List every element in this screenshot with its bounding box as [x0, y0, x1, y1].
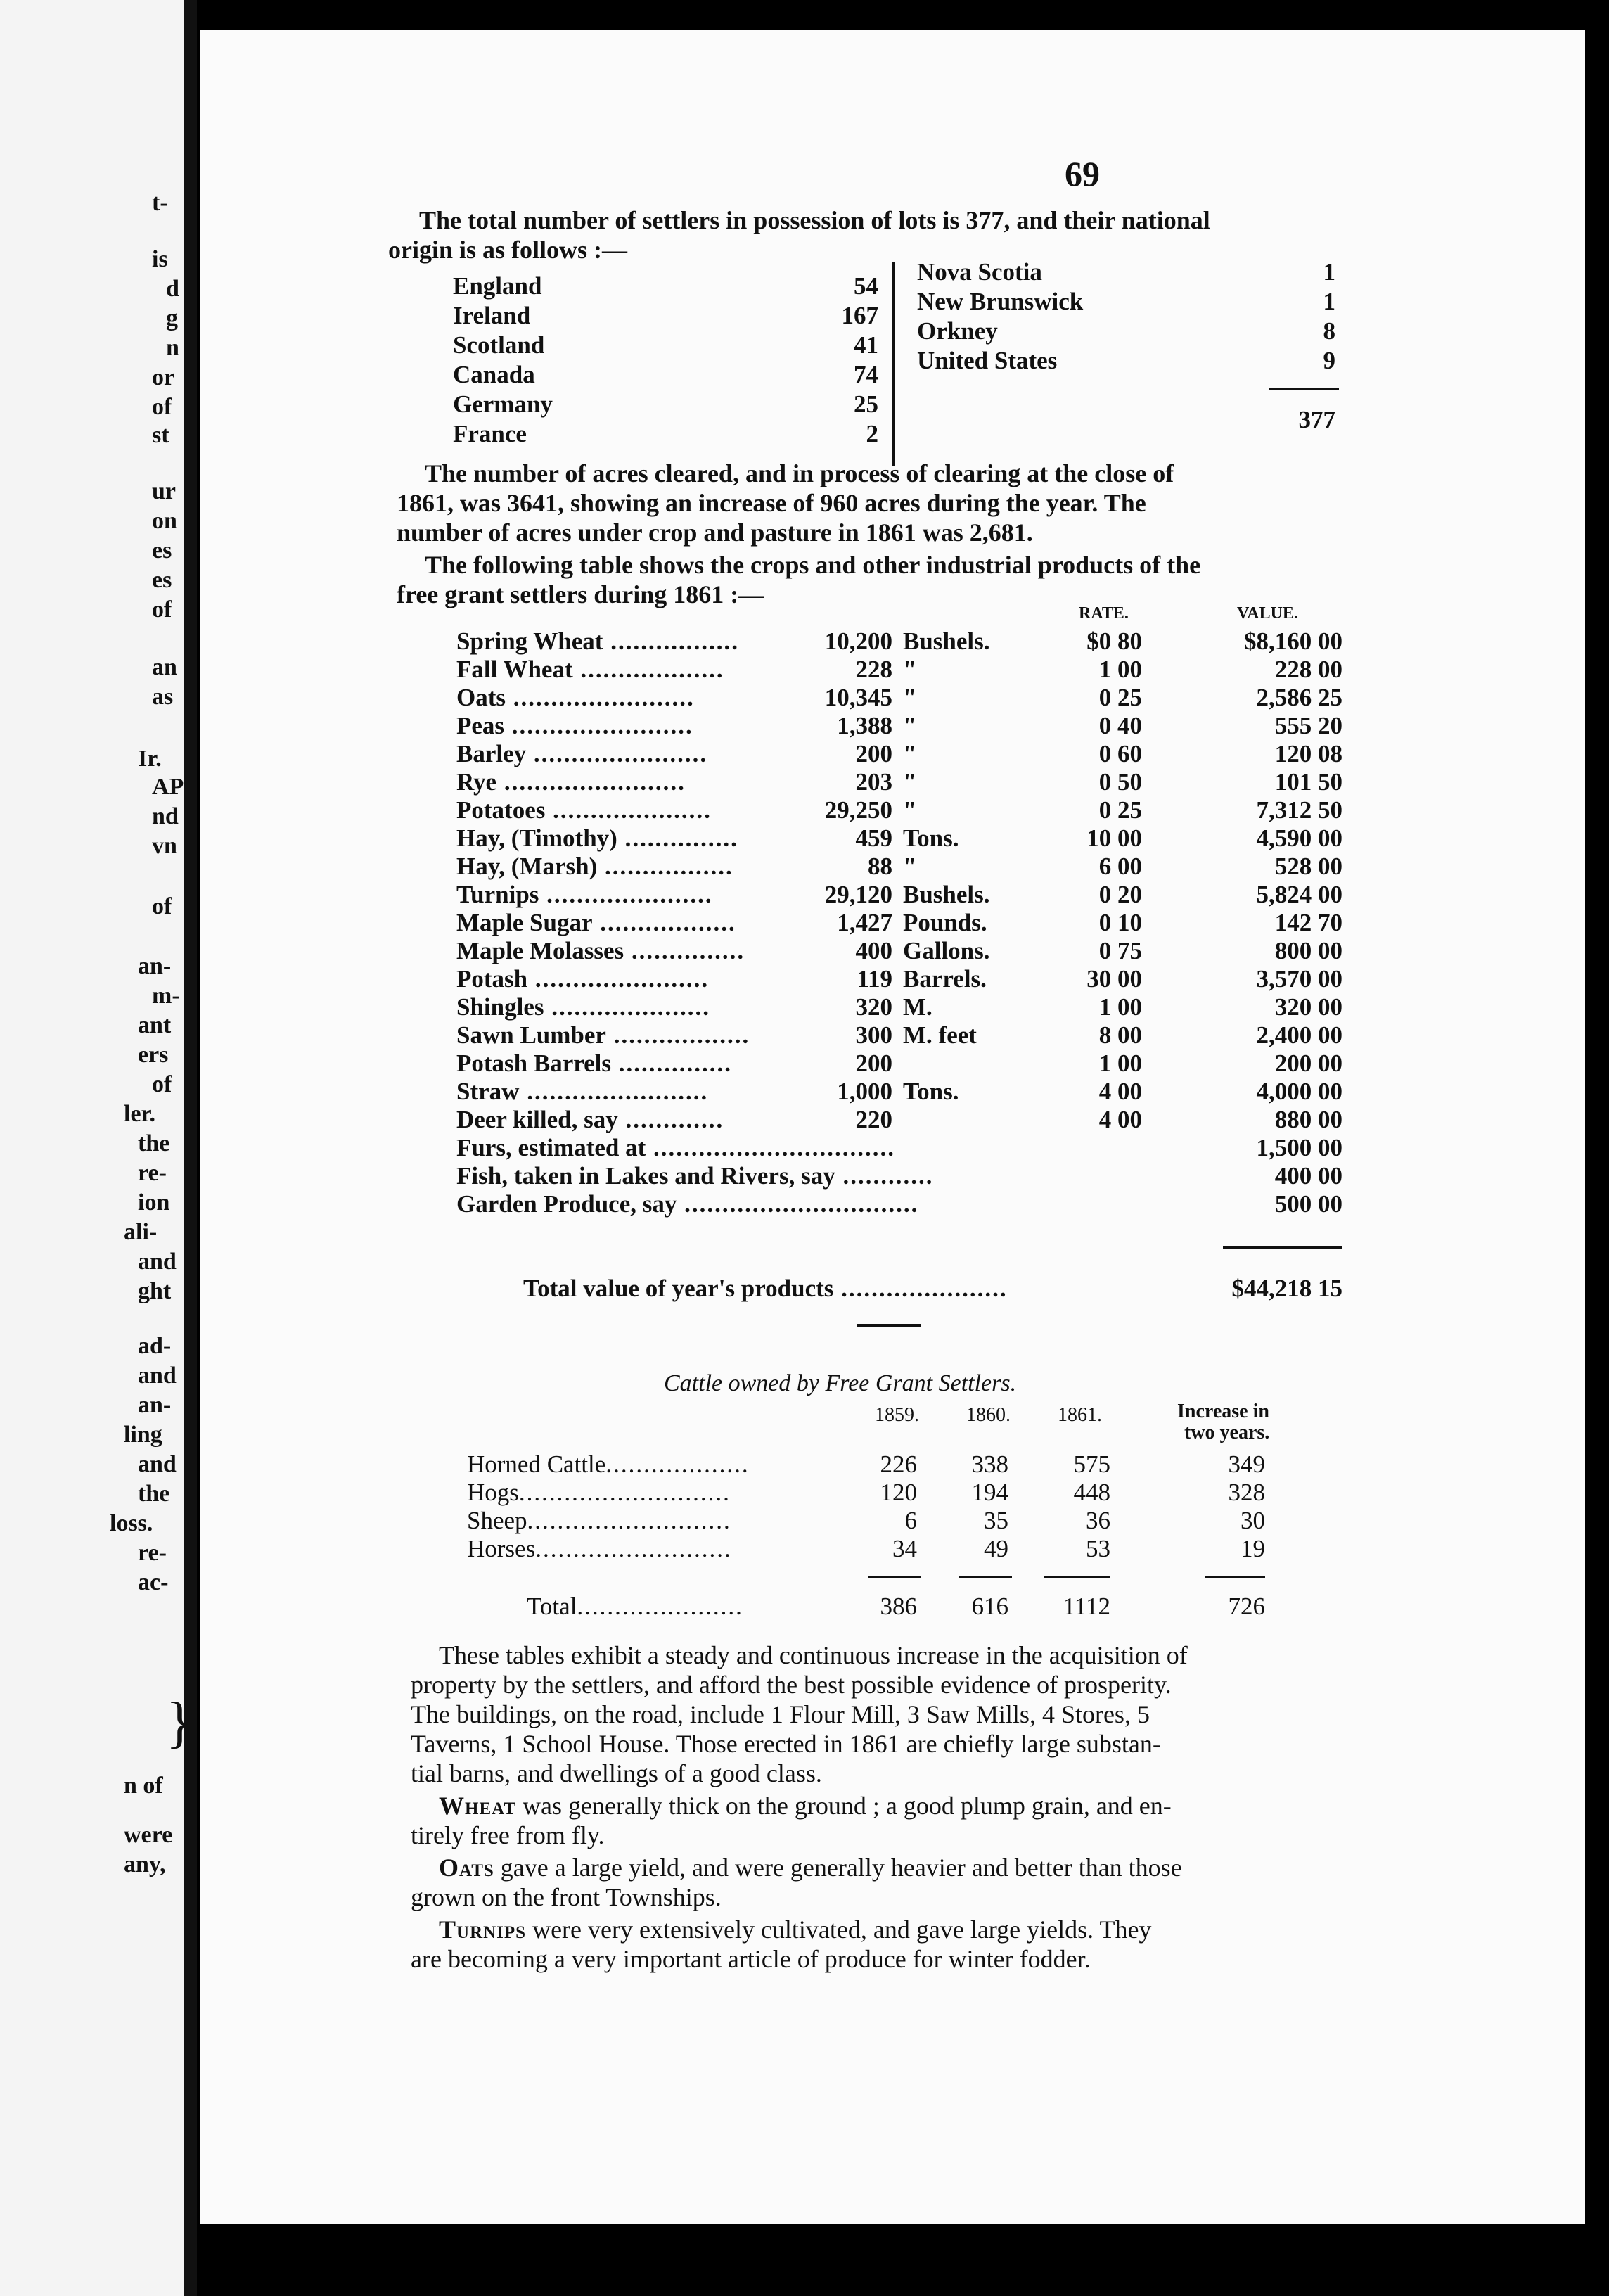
crop-row-label: Hay, (Timothy) ............... — [456, 824, 738, 852]
margin-fragment: ers — [138, 1042, 169, 1068]
crop-rate: 1 00 — [1098, 993, 1142, 1021]
page — [200, 30, 1585, 2224]
margin-fragment: an — [152, 654, 177, 680]
margin-fragment: es — [152, 537, 172, 563]
crop-rate: 0 20 — [1098, 881, 1142, 908]
intro-line-1: The total number of settlers in possession of lots is 377, and their national — [419, 206, 1210, 234]
cattle-y3: 53 — [1086, 1535, 1110, 1562]
crop-rate: 0 10 — [1098, 909, 1142, 936]
crop-rate: 10 00 — [1086, 824, 1142, 852]
cattle-inc: 349 — [1228, 1450, 1265, 1478]
margin-fragment: were — [124, 1822, 173, 1848]
cattle-header-1859: 1859. — [875, 1404, 919, 1426]
acres-line-3: number of acres under crop and pasture in 1861 was 2,681. — [397, 518, 1033, 547]
margin-fragment: re- — [138, 1540, 167, 1566]
cattle-inc: 30 — [1241, 1507, 1265, 1534]
crop-row-label: Maple Molasses ............... — [456, 937, 745, 964]
cattle-rule-2 — [959, 1576, 1012, 1578]
origin-count: 41 — [854, 331, 878, 359]
crop-rate: 0 25 — [1098, 684, 1142, 711]
crop-qty: 200 — [855, 1050, 892, 1077]
section-divider — [857, 1324, 921, 1327]
origins-total: 377 — [1298, 406, 1335, 433]
crops-total-rule — [1223, 1246, 1342, 1249]
crop-value: 120 08 — [1274, 740, 1342, 767]
margin-fragment: of — [152, 597, 172, 623]
crop-rate: 1 00 — [1098, 656, 1142, 683]
cattle-total-1860: 616 — [971, 1593, 1008, 1620]
cattle-y3: 575 — [1073, 1450, 1110, 1478]
crop-row-label: Rye ........................ — [456, 768, 686, 796]
margin-fragment: n — [166, 335, 179, 361]
acres-line-1: The number of acres cleared, and in process of clearing at the close of — [425, 459, 1174, 487]
crop-extra-value: 500 00 — [1274, 1190, 1342, 1218]
cattle-total-1859: 386 — [880, 1593, 917, 1620]
closing-line-1: These tables exhibit a steady and continuous increase in the acquisition of — [439, 1641, 1188, 1669]
page-border-right — [1591, 0, 1609, 2296]
margin-fragment: ur — [152, 478, 176, 504]
margin-fragment: ler. — [124, 1101, 156, 1127]
margin-fragment: } — [166, 1692, 193, 1754]
crop-row-label: Sawn Lumber .................. — [456, 1021, 750, 1049]
crop-qty: 10,200 — [824, 627, 892, 655]
crop-value: 528 00 — [1274, 853, 1342, 880]
crops-intro-line-2: free grant settlers during 1861 :— — [397, 580, 764, 608]
oats-line-1: Oats gave a large yield, and were generally heavier and better than those — [439, 1854, 1182, 1882]
cattle-inc: 328 — [1228, 1479, 1265, 1506]
turnips-line-2: are becoming a very important article of produce for winter fodder. — [411, 1945, 1091, 1973]
margin-fragment: and — [138, 1249, 177, 1275]
crop-unit: " — [903, 684, 917, 711]
margin-fragment: loss. — [110, 1510, 153, 1536]
margin-fragment: vn — [152, 833, 177, 859]
margin-fragment: ion — [138, 1190, 170, 1216]
crop-qty: 1,388 — [837, 712, 892, 739]
crop-qty: 10,345 — [824, 684, 892, 711]
crop-unit: Bushels. — [903, 627, 990, 655]
margin-fragment: es — [152, 567, 172, 593]
turnips-line-1: Turnips were very extensively cultivated, and gave large yields. They — [439, 1915, 1152, 1944]
crop-row-label: Potatoes ..................... — [456, 796, 712, 824]
crop-unit: Bushels. — [903, 881, 990, 908]
margin-fragment: is — [152, 246, 168, 272]
crop-row-label: Barley ....................... — [456, 740, 708, 767]
origin-count: 2 — [866, 420, 878, 447]
crop-value: 2,586 25 — [1256, 684, 1342, 711]
crop-rate: 0 50 — [1098, 768, 1142, 796]
crop-unit: " — [903, 768, 917, 796]
margin-fragment: an- — [138, 953, 172, 979]
margin-fragment: t- — [152, 190, 168, 216]
crop-unit: " — [903, 853, 917, 880]
cattle-total-increase: 726 — [1228, 1593, 1265, 1620]
crop-unit: " — [903, 656, 917, 683]
crop-value: 2,400 00 — [1256, 1021, 1342, 1049]
cattle-rule-4 — [1205, 1576, 1265, 1578]
crops-header-value: VALUE. — [1237, 604, 1298, 623]
cattle-total-1861: 1112 — [1063, 1593, 1110, 1620]
crop-qty: 1,427 — [837, 909, 892, 936]
origin-row: New Brunswick — [917, 288, 1084, 315]
crop-row-label: Potash Barrels ............... — [456, 1050, 733, 1077]
acres-line-2: 1861, was 3641, showing an increase of 960 acres during the year. The — [397, 489, 1146, 517]
margin-fragment: ant — [138, 1012, 172, 1038]
crop-value: 142 70 — [1274, 909, 1342, 936]
crop-value: 228 00 — [1274, 656, 1342, 683]
crop-value: 200 00 — [1274, 1050, 1342, 1077]
cattle-y2: 35 — [984, 1507, 1008, 1534]
crop-qty: 320 — [855, 993, 892, 1021]
page-number: 69 — [1065, 154, 1100, 193]
cattle-inc: 19 — [1241, 1535, 1265, 1562]
cattle-header-1861: 1861. — [1058, 1404, 1102, 1426]
margin-fragment: ac- — [138, 1569, 169, 1595]
margin-fragment: nd — [152, 803, 179, 829]
margin-fragment: Ir. — [138, 746, 162, 772]
cattle-row-label: Sheep........................... — [467, 1507, 731, 1534]
cattle-total-row: Total...................... — [527, 1593, 743, 1620]
crop-row-label: Maple Sugar .................. — [456, 909, 736, 936]
crop-rate: 0 40 — [1098, 712, 1142, 739]
margin-fragment: ght — [138, 1278, 172, 1304]
crops-total-row: Total value of year's products ...................... — [523, 1275, 1008, 1302]
origin-row: United States — [917, 347, 1058, 374]
crop-value: 5,824 00 — [1256, 881, 1342, 908]
origin-row: France — [453, 420, 527, 447]
origin-count: 25 — [854, 390, 878, 418]
cattle-y1: 6 — [904, 1507, 917, 1534]
cattle-y2: 194 — [971, 1479, 1008, 1506]
closing-line-5: tial barns, and dwellings of a good class. — [411, 1759, 822, 1787]
crop-value: $8,160 00 — [1244, 627, 1342, 655]
margin-fragment: g — [166, 305, 178, 331]
crop-rate: 0 75 — [1098, 937, 1142, 964]
crop-extra-label: Furs, estimated at ................................ — [456, 1134, 896, 1161]
crop-value: 101 50 — [1274, 768, 1342, 796]
cattle-y1: 120 — [880, 1479, 917, 1506]
crop-unit: Gallons. — [903, 937, 990, 964]
crop-unit: Tons. — [903, 1078, 959, 1105]
crop-extra-label: Garden Produce, say ............................... — [456, 1190, 919, 1218]
crop-unit: Barrels. — [903, 965, 987, 993]
crop-row-label: Turnips ...................... — [456, 881, 713, 908]
margin-fragment: on — [152, 508, 177, 534]
crop-rate: 6 00 — [1098, 853, 1142, 880]
margin-fragment: of — [152, 893, 172, 919]
margin-fragment: st — [152, 422, 169, 448]
crop-qty: 1,000 — [837, 1078, 892, 1105]
margin-fragment: ling — [124, 1422, 162, 1448]
crop-rate: 1 00 — [1098, 1050, 1142, 1077]
crop-qty: 220 — [855, 1106, 892, 1133]
cattle-row-label: Horses.......................... — [467, 1535, 732, 1562]
crop-row-label: Oats ........................ — [456, 684, 695, 711]
margin-fragment: d — [166, 276, 179, 302]
crop-qty: 400 — [855, 937, 892, 964]
origin-row: Ireland — [453, 302, 531, 329]
crop-value: 320 00 — [1274, 993, 1342, 1021]
origin-row: Nova Scotia — [917, 258, 1042, 286]
crop-value: 4,590 00 — [1256, 824, 1342, 852]
closing-line-3: The buildings, on the road, include 1 Flour Mill, 3 Saw Mills, 4 Stores, 5 — [411, 1700, 1150, 1728]
origin-count: 9 — [1323, 347, 1335, 374]
cattle-y1: 34 — [892, 1535, 917, 1562]
cattle-title: Cattle owned by Free Grant Settlers. — [664, 1370, 1017, 1396]
cattle-row-label: Hogs............................ — [467, 1479, 731, 1506]
origin-count: 74 — [854, 361, 878, 388]
wheat-line-1: Wheat was generally thick on the ground ; a good plump grain, and en- — [439, 1792, 1172, 1820]
crop-rate: 30 00 — [1086, 965, 1142, 993]
margin-fragment: AP — [152, 774, 184, 800]
cattle-rule-1 — [868, 1576, 921, 1578]
margin-fragment: the — [138, 1130, 170, 1156]
origins-divider — [892, 262, 895, 466]
margin-fragment: an- — [138, 1392, 172, 1418]
book-gutter — [184, 0, 197, 2296]
cattle-row-label: Horned Cattle................... — [467, 1450, 750, 1478]
crop-rate: 0 25 — [1098, 796, 1142, 824]
cattle-rule-3 — [1044, 1576, 1110, 1578]
margin-fragment: or — [152, 364, 175, 390]
origin-row: Orkney — [917, 317, 998, 345]
crop-qty: 200 — [855, 740, 892, 767]
crop-rate: $0 80 — [1086, 627, 1142, 655]
crop-extra-label: Fish, taken in Lakes and Rivers, say ............ — [456, 1162, 934, 1190]
crops-header-rate: RATE. — [1079, 604, 1129, 623]
crop-row-label: Spring Wheat ................. — [456, 627, 739, 655]
origin-count: 8 — [1323, 317, 1335, 345]
cattle-header-increase-2: two years. — [1184, 1422, 1270, 1443]
crop-rate: 8 00 — [1098, 1021, 1142, 1049]
origin-count: 54 — [854, 272, 878, 300]
wheat-line-2: tirely free from fly. — [411, 1821, 605, 1849]
crop-row-label: Fall Wheat ................... — [456, 656, 724, 683]
crop-rate: 4 00 — [1098, 1106, 1142, 1133]
origin-count: 1 — [1323, 258, 1335, 286]
crop-qty: 29,120 — [824, 881, 892, 908]
origin-count: 1 — [1323, 288, 1335, 315]
margin-fragment: any, — [124, 1851, 166, 1877]
crop-unit: " — [903, 740, 917, 767]
crop-unit: " — [903, 796, 917, 824]
margin-fragment: m- — [152, 983, 180, 1009]
crop-row-label: Deer killed, say ............. — [456, 1106, 724, 1133]
crop-unit: " — [903, 712, 917, 739]
margin-fragment: ali- — [124, 1219, 158, 1245]
crop-unit: Pounds. — [903, 909, 987, 936]
oats-line-2: grown on the front Townships. — [411, 1883, 722, 1911]
margin-fragment: and — [138, 1363, 177, 1389]
crop-qty: 88 — [868, 853, 892, 880]
margin-fragment: of — [152, 394, 172, 420]
cattle-y2: 338 — [971, 1450, 1008, 1478]
crops-total-value: $44,218 15 — [1231, 1275, 1342, 1302]
closing-line-4: Taverns, 1 School House. Those erected in 1861 are chiefly large substan- — [411, 1730, 1161, 1758]
crop-qty: 29,250 — [824, 796, 892, 824]
origin-count: 167 — [841, 302, 878, 329]
crop-value: 3,570 00 — [1256, 965, 1342, 993]
margin-fragment: re- — [138, 1160, 167, 1186]
origin-row: Germany — [453, 390, 553, 418]
crop-qty: 459 — [855, 824, 892, 852]
margin-fragment: ad- — [138, 1333, 172, 1359]
crop-value: 7,312 50 — [1256, 796, 1342, 824]
crop-row-label: Peas ........................ — [456, 712, 693, 739]
crop-unit: M. feet — [903, 1021, 977, 1049]
cattle-y1: 226 — [880, 1450, 917, 1478]
origin-row: Canada — [453, 361, 535, 388]
margin-fragment: as — [152, 684, 174, 710]
origin-row: Scotland — [453, 331, 545, 359]
cattle-header-1860: 1860. — [966, 1404, 1011, 1426]
crop-qty: 300 — [855, 1021, 892, 1049]
crop-unit: M. — [903, 993, 932, 1021]
crop-row-label: Potash ....................... — [456, 965, 710, 993]
crop-value: 4,000 00 — [1256, 1078, 1342, 1105]
cattle-y3: 36 — [1086, 1507, 1110, 1534]
crop-qty: 203 — [855, 768, 892, 796]
origins-total-rule — [1269, 388, 1339, 390]
crop-qty: 119 — [857, 965, 892, 993]
intro-line-2: origin is as follows :— — [388, 236, 628, 264]
crop-extra-value: 1,500 00 — [1256, 1134, 1342, 1161]
origin-row: England — [453, 272, 542, 300]
cattle-y3: 448 — [1073, 1479, 1110, 1506]
crop-value: 555 20 — [1274, 712, 1342, 739]
crop-rate: 4 00 — [1098, 1078, 1142, 1105]
crop-unit: Tons. — [903, 824, 959, 852]
margin-fragment: n of — [124, 1773, 163, 1799]
closing-line-2: property by the settlers, and afford the best possible evidence of prosperity. — [411, 1671, 1172, 1699]
crops-intro-line-1: The following table shows the crops and other industrial products of the — [425, 551, 1201, 579]
crop-rate: 0 60 — [1098, 740, 1142, 767]
crop-row-label: Hay, (Marsh) ................. — [456, 853, 733, 880]
crop-row-label: Straw ........................ — [456, 1078, 709, 1105]
cattle-y2: 49 — [984, 1535, 1008, 1562]
margin-fragment: the — [138, 1481, 170, 1507]
margin-fragment: and — [138, 1451, 177, 1477]
crop-qty: 228 — [855, 656, 892, 683]
crop-row-label: Shingles ..................... — [456, 993, 710, 1021]
crop-value: 800 00 — [1274, 937, 1342, 964]
cattle-header-increase-1: Increase in — [1177, 1401, 1269, 1422]
crop-value: 880 00 — [1274, 1106, 1342, 1133]
margin-fragment: of — [152, 1071, 172, 1097]
crop-extra-value: 400 00 — [1274, 1162, 1342, 1190]
